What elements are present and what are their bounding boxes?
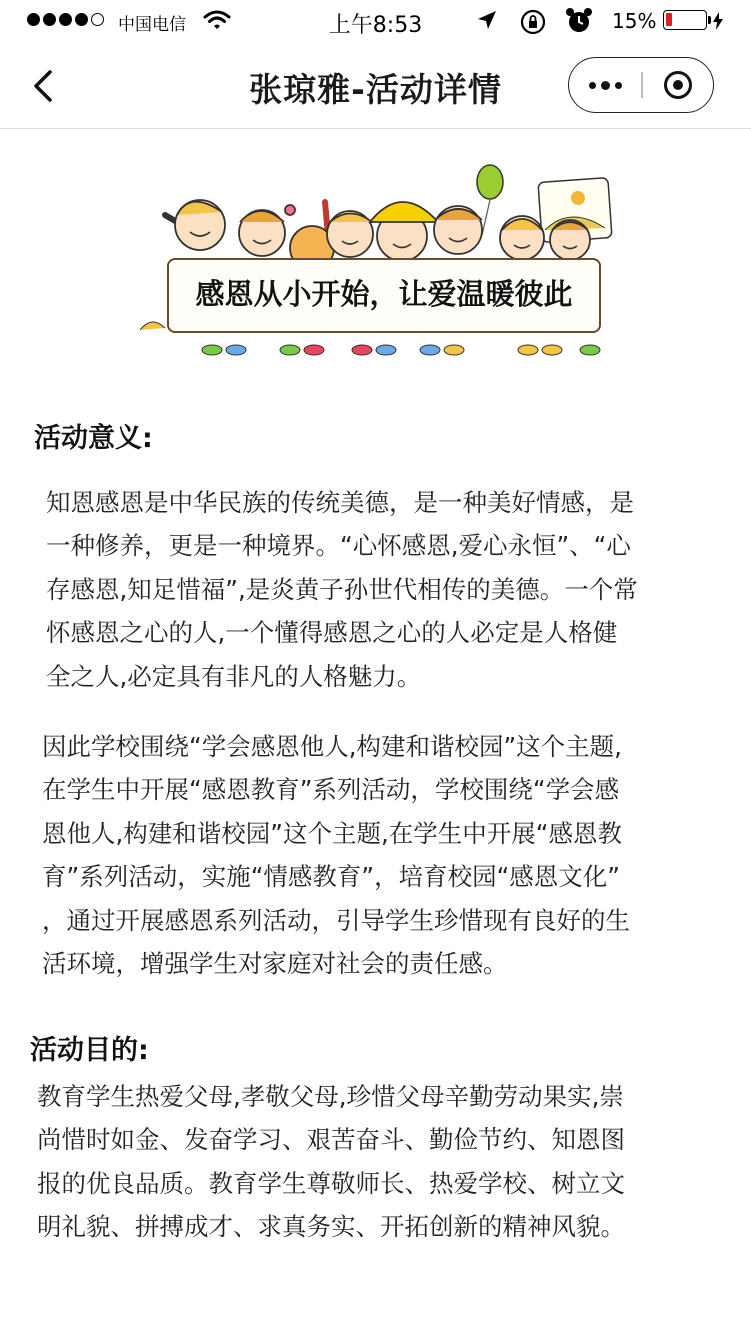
paragraph-line: 全之人,必定具有非凡的人格魅力。 (46, 661, 422, 691)
paragraph-line: ，通过开展感恩系列活动，引导学生珍惜现有良好的生 (42, 905, 630, 935)
meaning-paragraph-2 (42, 725, 630, 985)
charging-icon (712, 12, 724, 30)
carrier-label: 中国电信 (118, 15, 186, 35)
paragraph-line: 育”系列活动，实施“情感教育”，培育校园“感恩文化” (42, 862, 620, 892)
page-title: 张琼雅-活动详情 (249, 70, 502, 109)
capsule-divider (641, 72, 643, 98)
paragraph-line: 知恩感恩是中华民族的传统美德，是一种美好情感，是 (46, 488, 634, 517)
section-heading-purpose: 活动目的: (30, 1035, 149, 1066)
paragraph-line: 教育学生热爱父母,孝敬父母,珍惜父母辛勤劳动果实,崇 (37, 1082, 624, 1111)
more-dots-icon[interactable] (589, 82, 622, 90)
section-heading-meaning: 活动意义: (34, 423, 153, 454)
target-close-icon[interactable] (664, 71, 692, 99)
paragraph-line: 在学生中开展“感恩教育”系列活动，学校围绕“学会感 (42, 775, 620, 805)
paragraph-line: 怀感恩之心的人,一个懂得感恩之心的人必定是人格健 (46, 618, 618, 648)
location-arrow-icon (476, 9, 498, 31)
paragraph-line: 尚惜时如金、发奋学习、艰苦奋斗、勤俭节约、知恩图 (37, 1125, 625, 1155)
banner-slogan: 感恩从小开始，让爱温暖彼此 (195, 277, 573, 311)
status-bar (0, 0, 751, 44)
rotation-lock-icon (518, 7, 548, 37)
battery-percent: 15% (612, 9, 657, 33)
meaning-paragraph-1 (46, 481, 638, 698)
alarm-icon (564, 6, 594, 36)
paragraph-line: 活环境，增强学生对家庭对社会的责任感。 (42, 948, 508, 978)
paragraph-line: 明礼貌、拼搏成才、求真务实、开拓创新的精神风貌。 (37, 1212, 625, 1242)
paragraph-line: 报的优良品质。教育学生尊敬师长、热爱学校、树立文 (37, 1168, 625, 1198)
mini-program-capsule (568, 57, 714, 113)
paragraph-line: 存感恩,知足惜福”,是炎黄子孙世代相传的美德。一个常 (46, 574, 638, 604)
paragraph-line: 恩他人,构建和谐校园”这个主题,在学生中开展“感恩教 (42, 818, 622, 848)
paragraph-line: 一种修养，更是一种境界。“心怀感恩,爱心永恒”、“心 (46, 531, 631, 561)
clock-time: 上午8:53 (328, 13, 423, 38)
paragraph-line: 因此学校围绕“学会感恩他人,构建和谐校园”这个主题, (42, 732, 622, 761)
purpose-paragraph (37, 1075, 625, 1249)
battery-icon (663, 10, 707, 30)
navigation-bar (0, 44, 751, 129)
